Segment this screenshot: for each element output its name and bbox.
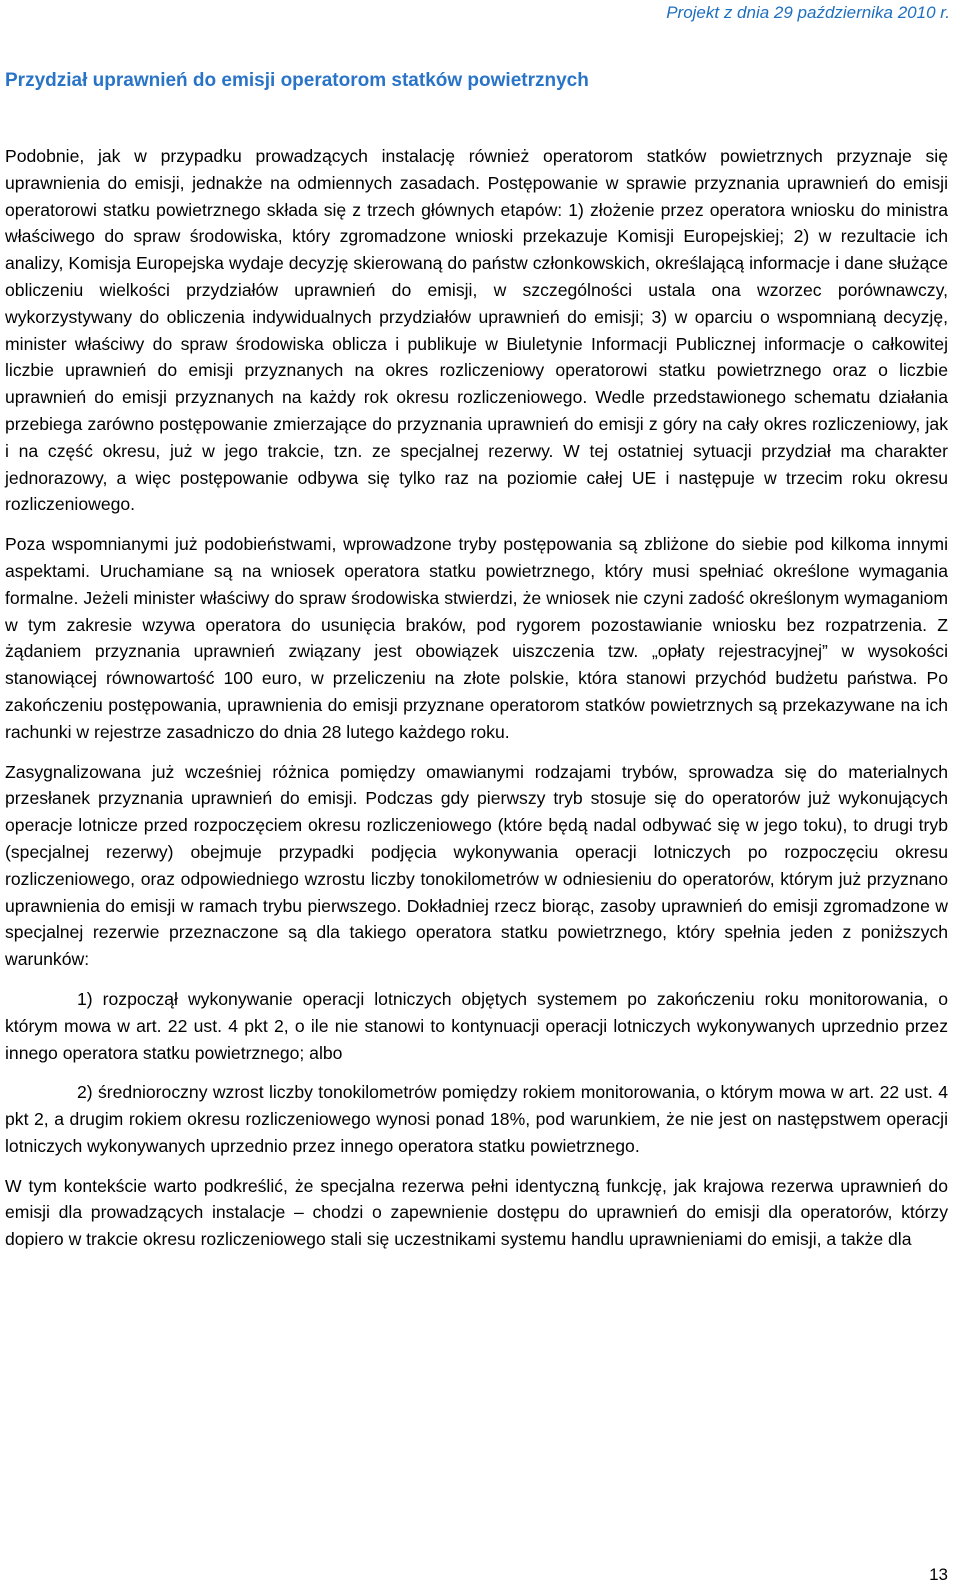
draft-date-note: Projekt z dnia 29 października 2010 r. bbox=[666, 3, 950, 22]
paragraph: Poza wspomnianymi już podobieństwami, wprowadzone tryby postępowania są zbliżone do siebie pod kilkoma innymi aspektami. Uruchamiane są na wniosek operatora statku powietrznego, który musi spełniać określone wymagania formalne. Jeżeli minister właściwy do spraw środowiska stwierdzi, że wniosek nie czyni zadość określonym wymaganiom w tym zakresie wzywa operatora do usunięcia braków, pod rygorem pozostawianie wniosku bez rozpatrzenia. Z żądaniem przyznania uprawnień związany jest obowiązek uiszczenia tzw. „opłaty rejestracyjnej” w wysokości stanowiącej równowartość 100 euro, w przeliczeniu na złote polskie, która stanowi przychód budżetu państwa. Po zakończeniu postępowania, uprawnienia do emisji przyznane operatorom statków powietrznych są przekazywane na ich rachunki w rejestrze zasadniczo do dnia 28 lutego każdego roku. bbox=[5, 534, 948, 742]
section-title: Przydział uprawnień do emisji operatorom statków powietrznych bbox=[5, 70, 589, 91]
paragraph: Podobnie, jak w przypadku prowadzących instalację również operatorom statków powietrznych przyznaje się uprawnienia do emisji, jednakże na odmiennych zasadach. Postępowanie w sprawie przyznania uprawnień do emisji operatorowi statku powietrznego składa się z trzech głównych etapów: 1) złożenie przez operatora wniosku do ministra właściwego do spraw środowiska, który zgromadzone wnioski przekazuje Komisji Europejskiej; 2) w rezultacie ich analizy, Komisja Europejska wydaje decyzję skierowaną do państw członkowskich, określającą informacje i dane służące obliczeniu wielkości przydziałów uprawnień do emisji, w szczególności ustala ona wzorzec porównawczy, wykorzystywany do obliczenia indywidualnych przydziałów uprawnień do emisji; 3) w oparciu o wspomnianą decyzję, minister właściwy do spraw środowiska oblicza i publikuje w Biuletynie Informacji Publicznej informacje o całkowitej liczbie uprawnień do emisji przyznanych na okres rozliczeniowy operatorowi statku powietrznego oraz o liczbie uprawnień do emisji przyznanych na każdy rok okresu rozliczeniowego. Wedle przedstawionego schematu działania przebiega zarówno postępowanie zmierzające do przyznania uprawnień do emisji z góry na cały okres rozliczeniowy, jak i na część okresu, już w jego trakcie, tzn. ze specjalnej rezerwy. W tej ostatniej sytuacji przydział ma charakter jednorazowy, a więc postępowanie odbywa się tylko raz na poziomie całej UE i następuje w trzecim roku okresu rozliczeniowego. bbox=[5, 146, 948, 515]
condition-item-2: 2) średnioroczny wzrost liczby tonokilometrów pomiędzy rokiem monitorowania, o którym mowa w art. 22 ust. 4 pkt 2, a drugim rokiem okresu rozliczeniowego wynosi ponad 18%, pod warunkiem, że nie jest on następstwem operacji lotniczych wykonywanych uprzednio przez innego operatora statku powietrznego. bbox=[5, 1082, 948, 1156]
body-text bbox=[5, 143, 948, 1266]
paragraph: Zasygnalizowana już wcześniej różnica pomiędzy omawianymi rodzajami trybów, sprowadza się do materialnych przesłanek przyznania uprawnień do emisji. Podczas gdy pierwszy tryb stosuje się do operatorów już wykonujących operacje lotnicze przed rozpoczęciem okresu rozliczeniowego (które będą nadal odbywać się w jego toku), to drugi tryb (specjalnej rezerwy) obejmuje przypadki podjęcia wykonywania operacji lotniczych po rozpoczęciu okresu rozliczeniowego, oraz odpowiedniego wzrostu liczby tonokilometrów w odniesieniu do operatorów, którym już przyznano uprawnienia do emisji w ramach trybu pierwszego. Dokładniej rzecz biorąc, zasoby uprawnień do emisji zgromadzone w specjalnej rezerwie przeznaczone są dla takiego operatora statku powietrznego, który spełnia jeden z poniższych warunków: bbox=[5, 761, 948, 970]
paragraph: W tym kontekście warto podkreślić, że specjalna rezerwa pełni identyczną funkcję, jak krajowa rezerwa uprawnień do emisji dla prowadzących instalacje – chodzi o zapewnienie dostępu do uprawnień do emisji dla operatorów, którzy dopiero w trakcie okresu rozliczeniowego stali się uczestnikami systemu handlu uprawnieniami do emisji, a także dla bbox=[5, 1175, 948, 1250]
condition-item-1: 1) rozpoczął wykonywanie operacji lotniczych objętych systemem po zakończeniu roku monitorowania, o którym mowa w art. 22 ust. 4 pkt 2, o ile nie stanowi to kontynuacji operacji lotniczych wykonywanych uprzednio przez innego operatora statku powietrznego; albo bbox=[5, 988, 948, 1063]
page-number: 13 bbox=[929, 1565, 948, 1584]
